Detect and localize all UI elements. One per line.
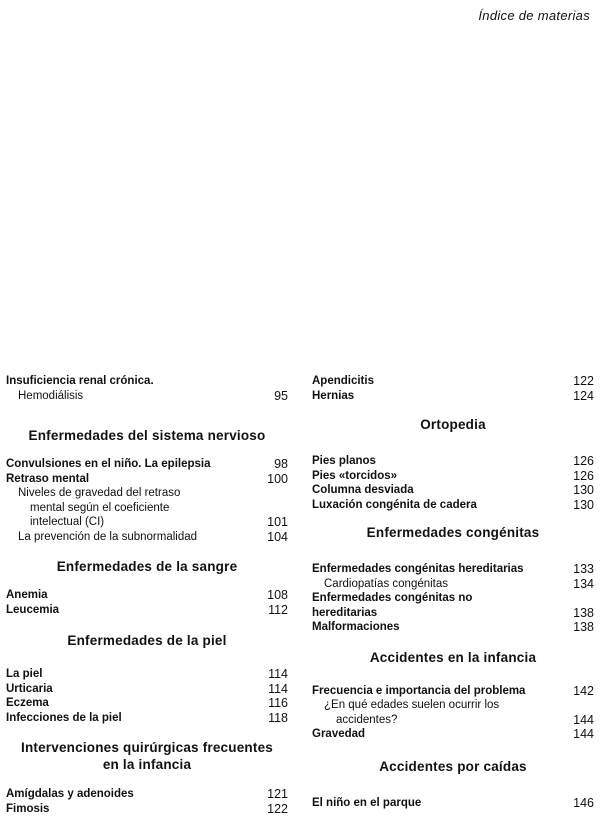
section-heading: Accidentes por caídas xyxy=(379,758,527,774)
toc-entry xyxy=(312,498,594,513)
section-heading: Enfermedades congénitas xyxy=(366,525,540,540)
toc-entry xyxy=(312,562,594,577)
toc-entry-title: Cardiopatías congénitas xyxy=(324,577,449,590)
toc-page-number: 118 xyxy=(268,710,288,725)
toc-page-number: 104 xyxy=(267,529,288,544)
running-head: Índice de materias xyxy=(478,8,590,23)
toc-entry xyxy=(312,713,594,728)
toc-entry xyxy=(6,588,288,603)
toc-page-number: 133 xyxy=(573,562,594,576)
toc-page-number: 126 xyxy=(573,454,594,468)
toc-page-number: 142 xyxy=(573,683,594,698)
toc-entry xyxy=(312,389,594,404)
toc-entry xyxy=(6,389,288,404)
toc-entry-title: Pies «torcidos» xyxy=(312,469,398,482)
toc-entry-title: El niño en el parque xyxy=(312,796,422,809)
toc-page-number: 130 xyxy=(573,483,594,497)
toc-entry-title: Anemia xyxy=(6,589,48,601)
toc-page-number: 122 xyxy=(573,374,594,388)
toc-page-number: 95 xyxy=(274,388,288,403)
toc-entry-title: intelectual (CI) xyxy=(30,516,105,528)
toc-entry xyxy=(6,787,288,802)
toc-entry-title: hereditarias xyxy=(312,606,378,619)
toc-entry-title: accidentes? xyxy=(336,713,398,726)
toc-entry xyxy=(312,796,594,811)
toc-page-number: 146 xyxy=(573,795,594,810)
toc-entry xyxy=(6,501,288,516)
section-heading-line: en la infancia xyxy=(102,757,192,772)
toc-page-number: 138 xyxy=(573,620,594,634)
toc-entry-title: Frecuencia e importancia del problema xyxy=(312,684,526,697)
toc-entry-title: Insuficiencia renal crónica. xyxy=(6,375,154,387)
toc-page-number: 114 xyxy=(268,667,288,681)
toc-page-number: 98 xyxy=(274,457,288,471)
toc-page-number: 114 xyxy=(268,681,288,696)
toc-entry-title: La prevención de la subnormalidad xyxy=(18,530,198,543)
section-heading: Enfermedades del sistema nervioso xyxy=(28,428,266,443)
toc-entry-title: Pies planos xyxy=(312,455,376,467)
toc-entry-title: Luxación congénita de cadera xyxy=(312,498,477,511)
toc-entry xyxy=(6,472,288,487)
toc-page-number: 138 xyxy=(573,605,594,620)
toc-page-number: 124 xyxy=(573,388,594,403)
toc-page-number: 126 xyxy=(573,468,594,483)
toc-page-number: 116 xyxy=(268,696,288,710)
toc-entry xyxy=(6,457,288,472)
toc-entry xyxy=(312,469,594,484)
toc-page-number: 144 xyxy=(573,712,594,727)
toc-entry-title: Amígdalas y adenoides xyxy=(6,788,134,800)
toc-column-right xyxy=(312,374,594,810)
toc-entry xyxy=(6,374,288,389)
toc-entry xyxy=(6,603,288,618)
toc-entry-title: Hernias xyxy=(312,389,355,402)
toc-entry-title: Convulsiones en el niño. La epilepsia xyxy=(6,458,211,470)
toc-entry-title: Columna desviada xyxy=(312,484,414,496)
toc-entry xyxy=(312,591,594,606)
toc-entry xyxy=(6,530,288,545)
toc-page-number: 121 xyxy=(267,787,288,801)
section-heading: Accidentes en la infancia xyxy=(369,649,537,665)
toc-page-number: 101 xyxy=(267,515,288,529)
toc-entry xyxy=(6,696,288,711)
toc-entry-title: Urticaria xyxy=(6,682,53,695)
section-heading: Ortopedia xyxy=(420,417,486,432)
section-heading-line: Intervenciones quirúrgicas frecuentes xyxy=(21,740,273,755)
toc-entry xyxy=(312,698,594,713)
section-heading: Enfermedades de la sangre xyxy=(56,559,238,574)
toc-page-number: 108 xyxy=(267,588,288,602)
toc-entry-title: Niveles de gravedad del retraso xyxy=(18,487,181,499)
toc-entry xyxy=(312,454,594,469)
toc-entry-title: mental según el coeficiente xyxy=(30,501,170,514)
toc-entry-title: Eczema xyxy=(6,697,49,709)
toc-entry xyxy=(312,620,594,635)
toc-page-number: 100 xyxy=(267,471,288,486)
toc-entry xyxy=(312,684,594,699)
toc-entry xyxy=(6,515,288,530)
toc-entry xyxy=(312,577,594,592)
toc-entry-title: Enfermedades congénitas no xyxy=(312,592,473,604)
toc-entry-title: Fimosis xyxy=(6,802,50,815)
toc-entry-title: Hemodiálisis xyxy=(18,389,84,402)
toc-entry-title: Leucemia xyxy=(6,603,60,616)
toc-entry xyxy=(6,711,288,726)
toc-entry xyxy=(312,727,594,742)
toc-entry-title: ¿En qué edades suelen ocurrir los xyxy=(324,699,500,711)
toc-entry xyxy=(312,374,594,389)
toc-page-number: 134 xyxy=(573,576,594,591)
toc-entry xyxy=(6,667,288,682)
toc-entry xyxy=(312,606,594,621)
toc-entry-title: La piel xyxy=(6,668,43,680)
toc-page-number: 144 xyxy=(573,727,594,741)
toc-entry-title: Retraso mental xyxy=(6,472,90,485)
toc-entry xyxy=(6,486,288,501)
toc-entry-title: Malformaciones xyxy=(312,621,400,633)
toc-page-number: 112 xyxy=(268,602,288,617)
toc-column-left xyxy=(6,374,288,816)
toc-page-number: 122 xyxy=(267,801,288,816)
toc-entry-title: Apendicitis xyxy=(312,375,374,387)
section-heading: Enfermedades de la piel xyxy=(67,633,227,648)
toc-entry xyxy=(6,802,288,817)
toc-entry-title: Gravedad xyxy=(312,728,366,740)
toc-entry xyxy=(6,682,288,697)
toc-entry-title: Enfermedades congénitas hereditarias xyxy=(312,563,524,575)
toc-page-number: 130 xyxy=(573,497,594,512)
toc-entry-title: Infecciones de la piel xyxy=(6,711,122,724)
toc-entry xyxy=(312,483,594,498)
section-heading xyxy=(6,739,288,773)
